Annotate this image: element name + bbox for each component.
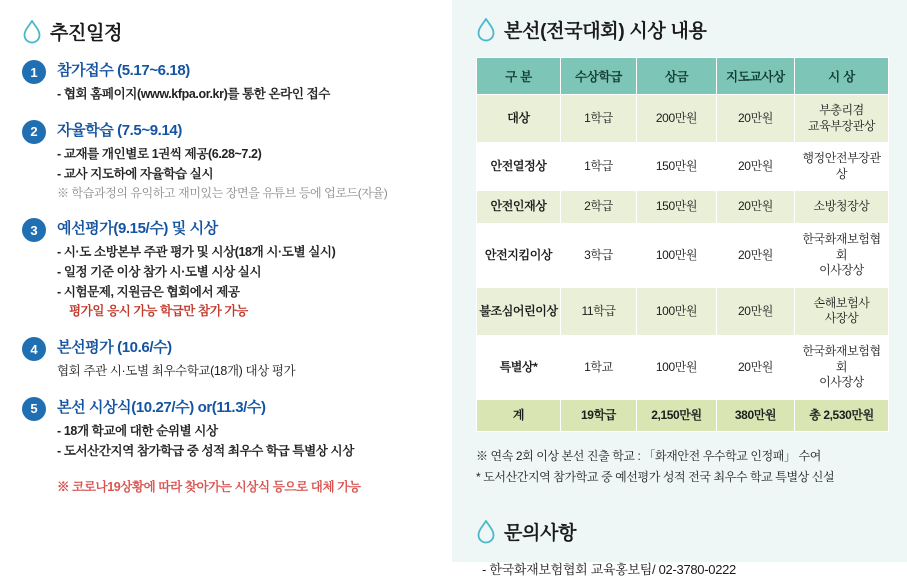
step-body bbox=[57, 59, 436, 105]
cell-teacher-prize: 20만원 bbox=[717, 143, 795, 191]
step-number: 2 bbox=[22, 120, 46, 144]
step-number: 1 bbox=[22, 60, 46, 84]
table-row bbox=[477, 191, 889, 224]
table-body bbox=[477, 95, 889, 432]
step-body bbox=[57, 336, 436, 382]
step-body bbox=[57, 396, 436, 462]
step-title: 예선평가(9.15/수) 및 시상 bbox=[57, 220, 218, 238]
cell-prize: 100만원 bbox=[637, 223, 717, 287]
bullet-highlight: 평가일 응시 가능 학급만 참가 가능 bbox=[69, 304, 248, 319]
cell-category: 안전지킴이상 bbox=[477, 223, 561, 287]
list-item bbox=[22, 396, 436, 462]
step-number: 3 bbox=[22, 218, 46, 242]
award-note: * 도서산간지역 참가학교 중 예선평가 성적 전국 최우수 학교 특별상 신설 bbox=[476, 470, 835, 485]
cell-classes: 11학급 bbox=[561, 287, 637, 335]
column-header: 지도교사상 bbox=[717, 58, 795, 95]
step-body bbox=[57, 119, 436, 203]
bullet: - 일정 기준 이상 참가 시·도별 시상 실시 bbox=[57, 264, 262, 279]
table-header-row bbox=[477, 58, 889, 95]
step-bullets bbox=[57, 243, 436, 322]
bullet: - 도서산간지역 참가학급 중 성적 최우수 학급 특별상 시상 bbox=[57, 443, 354, 458]
cell-prize: 150만원 bbox=[637, 143, 717, 191]
cell-category: 대상 bbox=[477, 95, 561, 143]
contact-title: 문의사항 bbox=[504, 523, 577, 545]
cell-teacher-prize: 20만원 bbox=[717, 287, 795, 335]
cell-award: 한국화재보험협회 이사장상 bbox=[795, 223, 889, 287]
step-bullets bbox=[57, 85, 436, 105]
column-header: 수상학급 bbox=[561, 58, 637, 95]
table-row bbox=[477, 335, 889, 399]
cell-classes: 1학교 bbox=[561, 335, 637, 399]
cell-award: 총 2,530만원 bbox=[795, 399, 889, 432]
schedule-footnote: ※ 코로나19상황에 따라 찾아가는 시상식 등으로 대체 가능 bbox=[57, 480, 361, 495]
award-panel bbox=[452, 0, 907, 578]
step-title: 본선평가 (10.6/수) bbox=[57, 339, 172, 357]
award-notes bbox=[476, 446, 887, 488]
bullet: - 협회 홈페이지(www.kfpa.or.kr)를 통한 온라인 접수 bbox=[57, 87, 330, 101]
column-header: 상금 bbox=[637, 58, 717, 95]
step-title: 본선 시상식(10.27/수) or(11.3/수) bbox=[57, 398, 266, 416]
step-title: 자율학습 (7.5~9.14) bbox=[57, 121, 182, 139]
award-table bbox=[476, 57, 889, 432]
cell-category: 안전인재상 bbox=[477, 191, 561, 224]
cell-teacher-prize: 380만원 bbox=[717, 399, 795, 432]
column-header: 구 분 bbox=[477, 58, 561, 95]
cell-classes: 2학급 bbox=[561, 191, 637, 224]
cell-category: 불조심어린이상 bbox=[477, 287, 561, 335]
cell-award: 행정안전부장관상 bbox=[795, 143, 889, 191]
award-title: 본선(전국대회) 시상 내용 bbox=[504, 21, 707, 42]
award-note: ※ 연속 2회 이상 본선 진출 학교 : 「화재안전 우수학교 인정패」 수여 bbox=[476, 449, 821, 464]
bullet: - 시험문제, 지원금은 협회에서 제공 bbox=[57, 284, 240, 299]
cell-award: 손해보험사 사장상 bbox=[795, 287, 889, 335]
cell-prize: 100만원 bbox=[637, 287, 717, 335]
cell-award: 부총리겸 교육부장관상 bbox=[795, 95, 889, 143]
step-title: 참가접수 (5.17~6.18) bbox=[57, 62, 190, 79]
water-drop-icon bbox=[476, 18, 496, 42]
cell-teacher-prize: 20만원 bbox=[717, 223, 795, 287]
bullet: - 교사 지도하에 자율학습 실시 bbox=[57, 166, 214, 181]
table-row bbox=[477, 223, 889, 287]
contact-info: - 한국화재보험협회 교육홍보팀/ 02-3780-0222 bbox=[482, 562, 736, 578]
cell-prize: 200만원 bbox=[637, 95, 717, 143]
list-item bbox=[22, 217, 436, 322]
step-number: 5 bbox=[22, 397, 46, 421]
bullet: - 시·도 소방본부 주관 평가 및 시상(18개 시·도별 실시) bbox=[57, 245, 336, 260]
bullet-note: ※ 학습과정의 유익하고 재미있는 장면을 유튜브 등에 업로드(자율) bbox=[57, 186, 388, 201]
schedule-panel bbox=[0, 0, 452, 562]
schedule-header bbox=[22, 18, 436, 45]
cell-teacher-prize: 20만원 bbox=[717, 95, 795, 143]
cell-prize: 150만원 bbox=[637, 191, 717, 224]
water-drop-icon bbox=[476, 520, 496, 544]
cell-award: 한국화재보험협회 이사장상 bbox=[795, 335, 889, 399]
step-bullets bbox=[57, 422, 436, 462]
cell-teacher-prize: 20만원 bbox=[717, 335, 795, 399]
award-header bbox=[476, 16, 887, 43]
contact-header bbox=[476, 518, 887, 545]
schedule-steps bbox=[22, 59, 436, 461]
cell-classes: 19학급 bbox=[561, 399, 637, 432]
list-item bbox=[22, 336, 436, 382]
step-number: 4 bbox=[22, 337, 46, 361]
cell-award: 소방청장상 bbox=[795, 191, 889, 224]
cell-classes: 1학급 bbox=[561, 143, 637, 191]
water-drop-icon bbox=[22, 20, 42, 44]
bullet: 협회 주관 시·도별 최우수학교(18개) 대상 평가 bbox=[57, 364, 296, 379]
step-body bbox=[57, 217, 436, 322]
table-row bbox=[477, 143, 889, 191]
table-total-row bbox=[477, 399, 889, 432]
cell-category: 특별상* bbox=[477, 335, 561, 399]
table-row bbox=[477, 95, 889, 143]
cell-category: 계 bbox=[477, 399, 561, 432]
cell-prize: 2,150만원 bbox=[637, 399, 717, 432]
cell-prize: 100만원 bbox=[637, 335, 717, 399]
list-item bbox=[22, 119, 436, 203]
list-item bbox=[22, 59, 436, 105]
cell-classes: 1학급 bbox=[561, 95, 637, 143]
step-bullets bbox=[57, 145, 436, 203]
cell-teacher-prize: 20만원 bbox=[717, 191, 795, 224]
bullet: - 18개 학교에 대한 순위별 시상 bbox=[57, 423, 218, 438]
cell-classes: 3학급 bbox=[561, 223, 637, 287]
table-row bbox=[477, 287, 889, 335]
bullet: - 교재를 개인별로 1권씩 제공(6.28~7.2) bbox=[57, 146, 262, 161]
column-header: 시 상 bbox=[795, 58, 889, 95]
cell-category: 안전열정상 bbox=[477, 143, 561, 191]
page-title: 추진일정 bbox=[50, 23, 123, 44]
step-bullets bbox=[57, 362, 436, 382]
